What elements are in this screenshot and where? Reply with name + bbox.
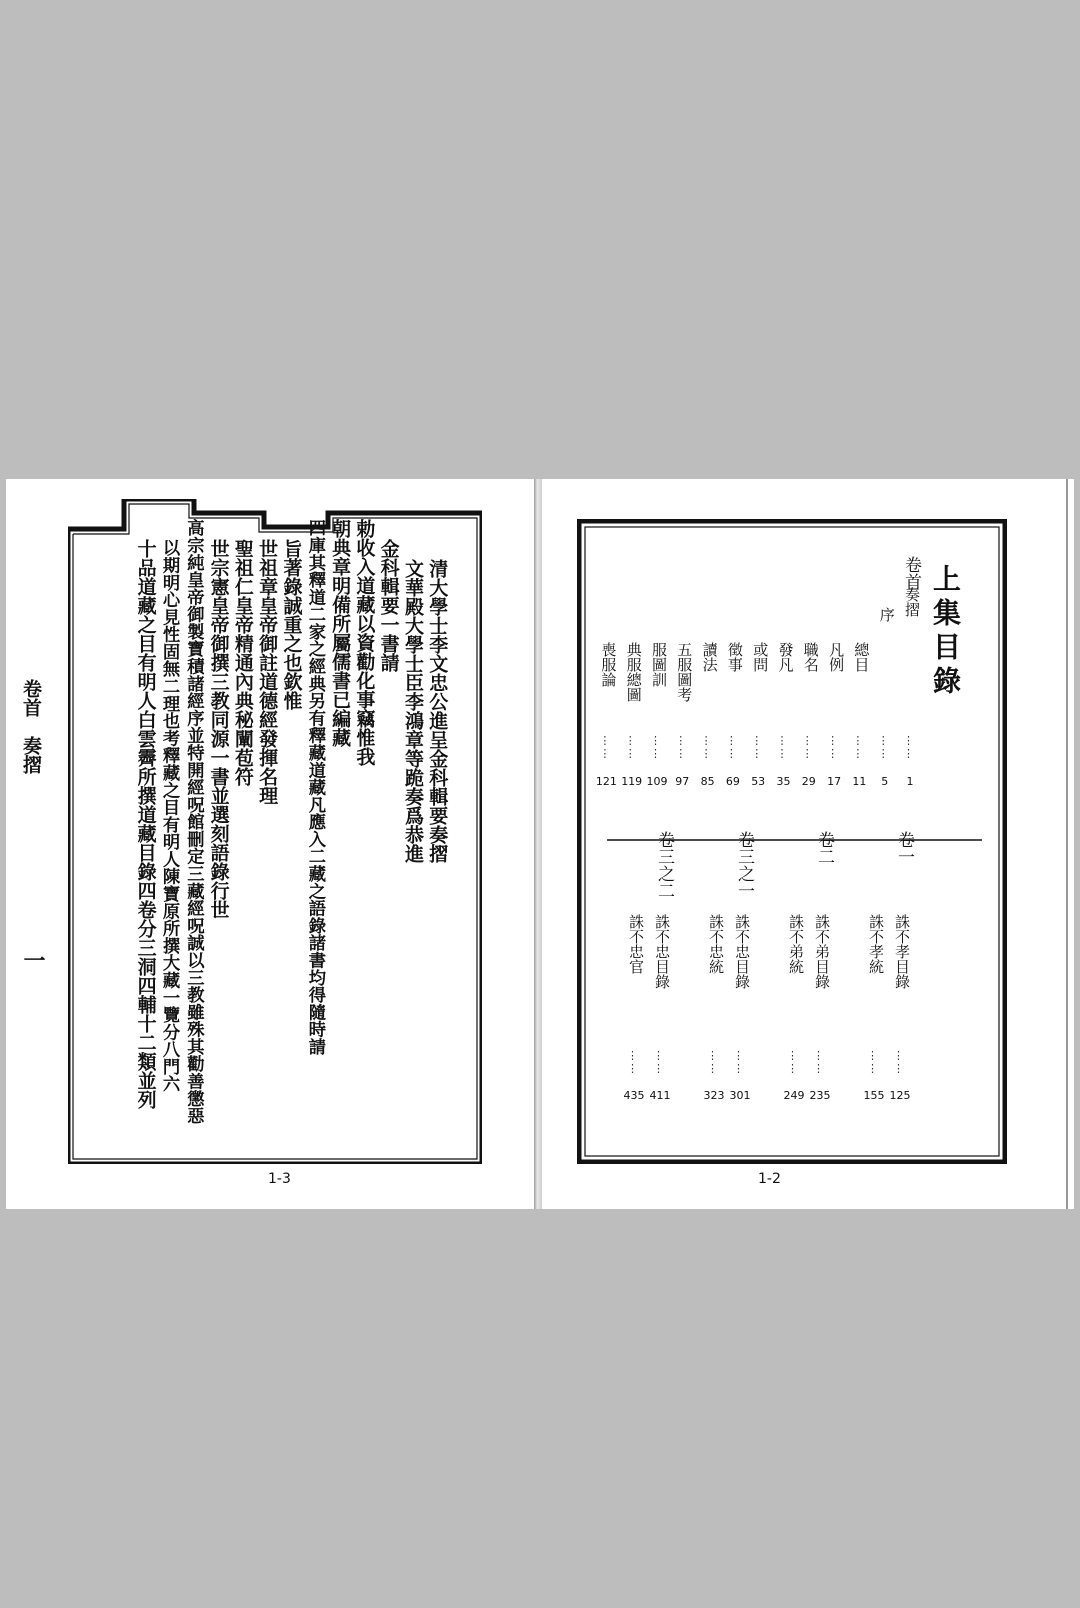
toc-leader-dots: ⋮⋮ xyxy=(649,734,662,760)
toc-entry-page: 35 xyxy=(776,775,791,788)
memorial-line: 以期明心見性固無二理也考釋藏之目有明人陳寶原所撰大藏一覽分八門六 xyxy=(159,539,180,1093)
toc-entry-label: 誅不忠目錄 xyxy=(653,914,671,989)
toc-entry-label: 誅不弟統 xyxy=(787,914,805,974)
toc-entry-label: 或問 xyxy=(751,642,770,672)
toc-entry-page: 5 xyxy=(881,775,889,788)
toc-leader-dots: ⋮⋮ xyxy=(826,734,840,760)
toc-leader-dots: ⋮⋮ xyxy=(652,1049,665,1075)
toc-entry-label: 總目 xyxy=(852,642,871,672)
memorial-line: 旨著錄誠重之也欽惟 xyxy=(280,539,303,710)
memorial-line: 高宗純皇帝御製寶積諸經序並特開經呪館刪定三藏經呪誠以三教雖殊其勸善懲惡 xyxy=(183,519,204,1125)
memorial-line: 十品道藏之目有明人白雲霽所撰道藏目錄四卷分三洞四輔十二類並列 xyxy=(134,539,157,1109)
toc-volume-label: 卷三之一 xyxy=(734,831,754,899)
toc-leader-dots: ⋮⋮ xyxy=(851,734,865,760)
toc-entry-label: 發凡 xyxy=(776,642,795,672)
toc-volume-label: 卷一 xyxy=(894,831,914,865)
toc-entry-page: 29 xyxy=(801,775,816,788)
toc-entry-page: 17 xyxy=(827,775,842,788)
toc-leader-dots: ⋮⋮ xyxy=(598,734,612,760)
toc-entry-label: 職名 xyxy=(801,642,820,672)
memorial-line: 朝典章明備所屬儒書已編藏 xyxy=(329,519,352,747)
memorial-line: 世祖章皇帝御註道德經發揮名理 xyxy=(256,539,279,805)
toc-entry-page: 1 xyxy=(906,775,914,788)
memorial-line: 勅收入道藏以資勸化事竊惟我 xyxy=(353,519,376,766)
toc-entry-page: 97 xyxy=(675,775,690,788)
toc-leader-dots: ⋮⋮ xyxy=(800,734,814,760)
toc-entry-page: 235 xyxy=(809,1089,831,1102)
toc-entry-label: 序 xyxy=(877,607,896,622)
toc-entry-page: 411 xyxy=(649,1089,671,1102)
toc-entry-page: 53 xyxy=(751,775,766,788)
memorial-line: 金科輯要一書請 xyxy=(377,539,400,672)
toc-entry-label: 典服總圖 xyxy=(624,642,643,702)
memorial-line: 文華殿大學士臣李鴻章等跪奏爲恭進 xyxy=(401,559,424,863)
page-right-toc xyxy=(542,479,1074,1209)
toc-entry-label: 誅不孝目錄 xyxy=(893,914,911,989)
toc-entry-label: 奏摺 xyxy=(903,587,921,617)
toc-entry-label: 讀法 xyxy=(700,642,719,672)
toc-entry-label: 誅不孝統 xyxy=(867,914,885,974)
toc-leader-dots: ⋮⋮ xyxy=(786,1049,799,1075)
toc-entry-page: 121 xyxy=(595,775,617,788)
toc-entry-page: 85 xyxy=(700,775,715,788)
toc-leader-dots: ⋮⋮ xyxy=(732,1049,745,1075)
toc-leader-dots: ⋮⋮ xyxy=(699,734,713,760)
toc-volume-label: 卷二 xyxy=(814,831,834,865)
margin-title: 卷首 奏摺 xyxy=(20,679,42,774)
folio-left: 1-3 xyxy=(268,1171,291,1187)
toc-section-label: 卷首 xyxy=(901,556,921,590)
toc-entry-label: 誅不弟目錄 xyxy=(813,914,831,989)
toc-entry-page: 301 xyxy=(729,1089,751,1102)
toc-leader-dots: ⋮⋮ xyxy=(724,734,738,760)
toc-entry-label: 徵事 xyxy=(725,642,744,672)
toc-entry-page: 11 xyxy=(852,775,867,788)
page-left-memorial xyxy=(6,479,534,1209)
folio-right: 1-2 xyxy=(758,1171,781,1187)
toc-leader-dots: ⋮⋮ xyxy=(892,1049,905,1075)
toc-entry-page: 109 xyxy=(646,775,668,788)
toc-entry-label: 服圖訓 xyxy=(650,642,668,687)
toc-entry-page: 119 xyxy=(621,775,643,788)
toc-entry-label: 誅不忠統 xyxy=(707,914,725,974)
memorial-line: 聖祖仁皇帝精通內典秘闡苞符 xyxy=(231,539,254,786)
toc-title: 上集目錄 xyxy=(929,564,962,700)
toc-leader-dots: ⋮⋮ xyxy=(775,734,789,760)
memorial-line: 清大學士李文忠公進呈金科輯要奏摺 xyxy=(426,559,449,863)
book-gutter xyxy=(534,479,542,1209)
toc-entry-page: 155 xyxy=(863,1089,885,1102)
toc-entry-label: 凡例 xyxy=(827,642,846,672)
toc-entry-label: 喪服論 xyxy=(599,642,618,687)
page-edge xyxy=(1066,479,1068,1209)
memorial-line: 世宗憲皇帝御撰三教同源一書並選刻語錄行世 xyxy=(207,539,230,919)
toc-entry-page: 125 xyxy=(889,1089,911,1102)
toc-entry-page: 323 xyxy=(703,1089,725,1102)
book-spread xyxy=(6,479,1074,1209)
toc-leader-dots: ⋮⋮ xyxy=(674,734,688,760)
toc-entry-label: 誅不忠官 xyxy=(627,914,645,974)
toc-leader-dots: ⋮⋮ xyxy=(623,734,637,760)
toc-leader-dots: ⋮⋮ xyxy=(902,734,915,760)
margin-page-number: 一 xyxy=(20,949,46,971)
toc-leader-dots: ⋮⋮ xyxy=(866,1049,879,1075)
toc-entry-label: 誅不忠目錄 xyxy=(733,914,751,989)
memorial-line: 四庫其釋道二家之經典另有釋藏道藏凡應入二藏之語錄諸書均得隨時請 xyxy=(304,519,325,1055)
toc-volume-label: 卷三之二 xyxy=(654,831,674,899)
toc-leader-dots: ⋮⋮ xyxy=(876,734,890,760)
toc-leader-dots: ⋮⋮ xyxy=(812,1049,825,1075)
toc-entry-label: 五服圖考 xyxy=(675,642,694,702)
toc-leader-dots: ⋮⋮ xyxy=(750,734,764,760)
toc-entry-page: 69 xyxy=(725,775,740,788)
toc-entry-page: 249 xyxy=(783,1089,805,1102)
toc-leader-dots: ⋮⋮ xyxy=(706,1049,719,1075)
toc-leader-dots: ⋮⋮ xyxy=(626,1049,639,1075)
toc-entry-page: 435 xyxy=(623,1089,645,1102)
